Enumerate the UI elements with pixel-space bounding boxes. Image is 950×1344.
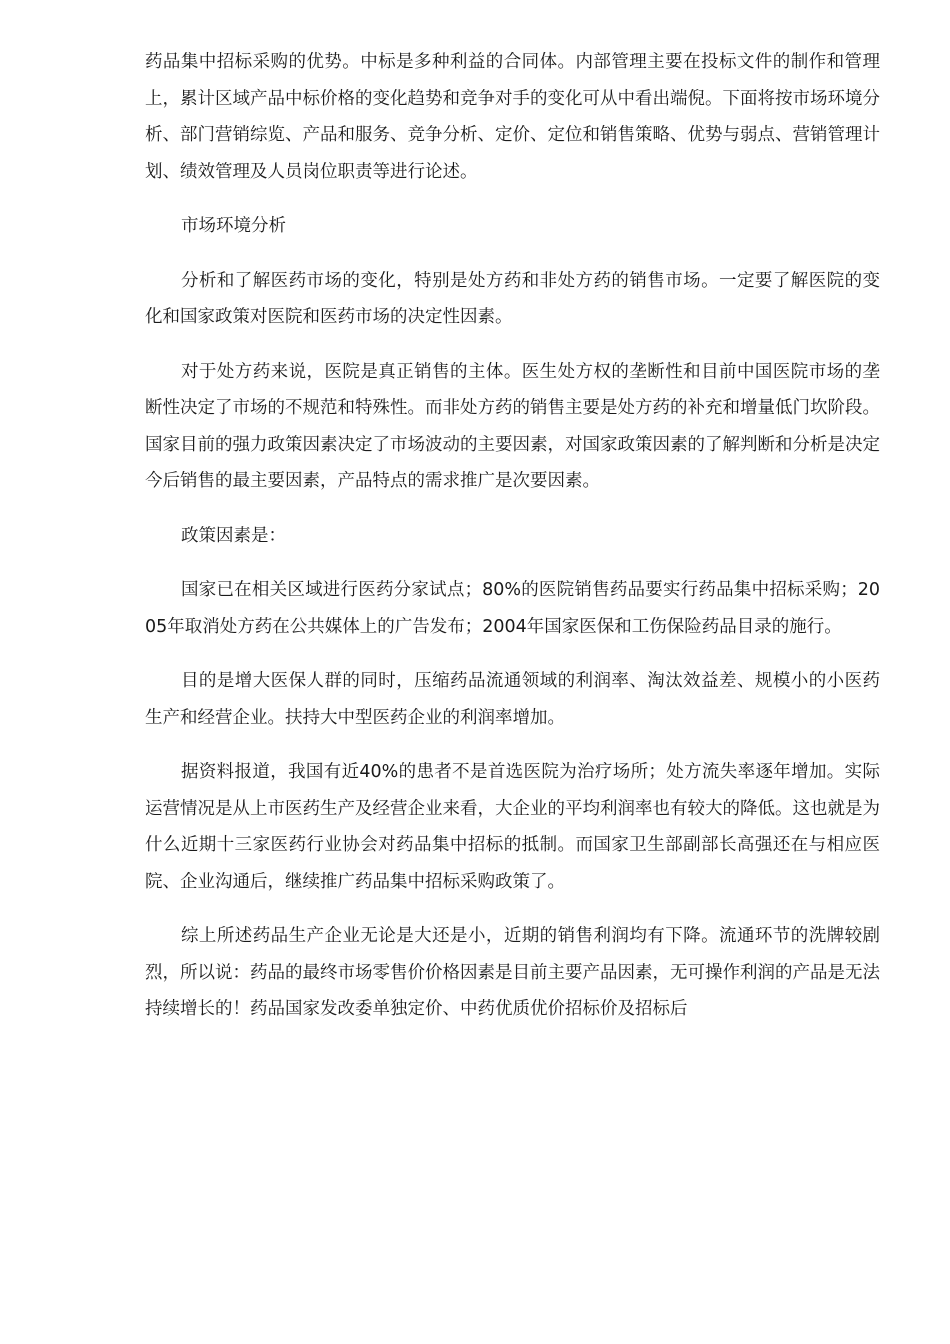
paragraph-data-report: 据资料报道，我国有近40%的患者不是首选医院为治疗场所；处方流失率逐年增加。实际运营情况是从上市医药生产及经营企业来看，大企业的平均利润率也有较大的降低。这也就是为什么近期十三家医药行业协会对药品集中招标的抵制。而国家卫生部副部长高强还在与相应医院、企业沟通后，继续推广药品集中招标采购政策了。	[145, 762, 880, 892]
paragraph-market-analysis: 分析和了解医药市场的变化，特别是处方药和非处方药的销售市场。一定要了解医院的变化和国家政策对医院和医药市场的决定性因素。	[145, 270, 880, 327]
paragraph-policy-measures: 国家已在相关区域进行医药分家试点；80%的医院销售药品要实行药品集中招标采购；2005年取消处方药在公共媒体上的广告发布；2004年国家医保和工伤保险药品目录的施行。	[145, 580, 880, 637]
paragraph-policy-purpose: 目的是增大医保人群的同时，压缩药品流通领域的利润率、淘汰效益差、规模小的小医药生产和经营企业。扶持大中型医药企业的利润率增加。	[145, 671, 880, 728]
paragraph-prescription-drugs: 对于处方药来说，医院是真正销售的主体。医生处方权的垄断性和目前中国医院市场的垄断性决定了市场的不规范和特殊性。而非处方药的销售主要是处方药的补充和增量低门坎阶段。国家目前的强力政策因素决定了市场波动的主要因素，对国家政策因素的了解判断和分析是决定今后销售的最主要因素，产品特点的需求推广是次要因素。	[145, 361, 880, 491]
document-body	[145, 44, 880, 1046]
paragraph-intro-continuation: 药品集中招标采购的优势。中标是多种利益的合同体。内部管理主要在投标文件的制作和管理上，累计区域产品中标价格的变化趋势和竞争对手的变化可从中看出端倪。下面将按市场环境分析、部门营销综览、产品和服务、竞争分析、定价、定位和销售策略、优势与弱点、营销管理计划、绩效管理及人员岗位职责等进行论述。	[145, 52, 880, 182]
paragraph-summary: 综上所述药品生产企业无论是大还是小，近期的销售利润均有下降。流通环节的洗牌较剧烈，所以说：药品的最终市场零售价价格因素是目前主要产品因素，无可操作利润的产品是无法持续增长的！药品国家发改委单独定价、中药优质优价招标价及招标后	[145, 926, 880, 1019]
section-heading-market-environment: 市场环境分析	[181, 216, 286, 236]
paragraph-policy-factors-label: 政策因素是：	[181, 525, 286, 546]
